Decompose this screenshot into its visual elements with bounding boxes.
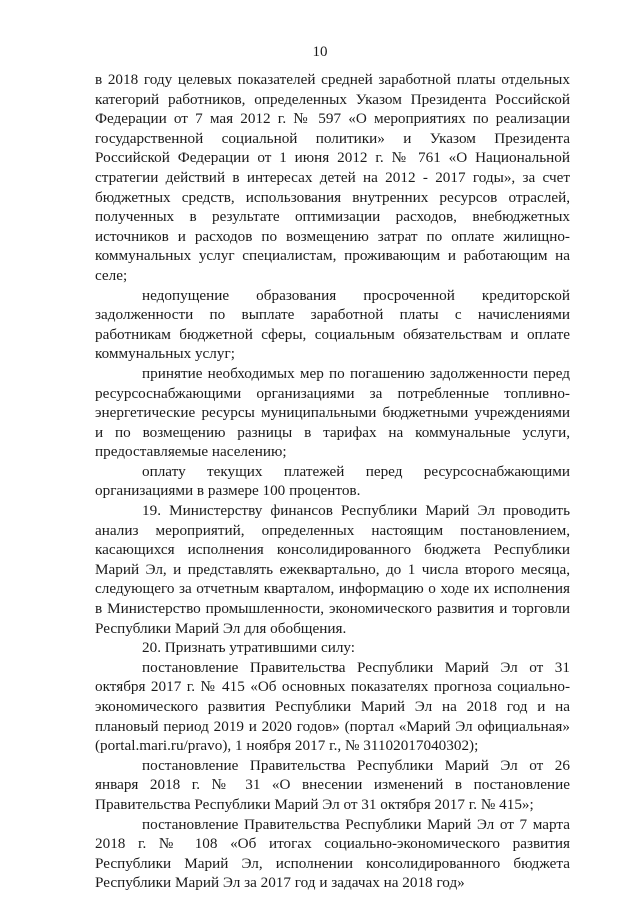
paragraph-repealed-108: постановление Правительства Республики Марий Эл от 7 марта 2018 г. № 108 «Об итогах социально-экономического развития Республики Марий Эл, исполнении консолидированного бюджета Республики Марий Эл за 2017 год и задачах на 2018 год» xyxy=(95,815,570,892)
paragraph-repealed-31: постановление Правительства Республики Марий Эл от 26 января 2018 г. № 31 «О внесении изменений в постановление Правительства Республики Марий Эл от 31 октября 2017 г. № 415»; xyxy=(95,756,570,813)
page-number: 10 xyxy=(312,44,328,60)
paragraph-no-overdue-debt: недопущение образования просроченной кредиторской задолженности по выплате заработной платы с начислениями работникам бюджетной сферы, социальным обязательствам и оплате коммунальных услуг; xyxy=(95,286,570,363)
document-body xyxy=(95,70,570,893)
paragraph-item-19: 19. Министерству финансов Республики Марий Эл проводить анализ мероприятий, определенных настоящим постановлением, касающихся исполнения консолидированного бюджета Республики Марий Эл, и представлять ежеквартально, до 1 числа второго месяца, следующего за отчетным кварталом, информацию о ходе их исполнения в Министерство промышленности, экономического развития и торговли Республики Марий Эл для обобщения. xyxy=(95,502,570,637)
paragraph-repealed-415: постановление Правительства Республики Марий Эл от 31 октября 2017 г. № 415 «Об основных показателях прогноза социально-экономического развития Республики Марий Эл на 2018 год и на плановый период 2019 и 2020 годов» (портал «Марий Эл официальная» (portal.mari.ru/pravo), 1 ноября 2017 г., № 31102017040302); xyxy=(95,658,570,755)
paragraph-current-payments: оплату текущих платежей перед ресурсоснабжающими организациями в размере 100 процентов. xyxy=(95,462,570,500)
paragraph-salary-targets-continued: в 2018 году целевых показателей средней заработной платы отдельных категорий работников, определенных Указом Президента Российской Федерации от 7 мая 2012 г. № 597 «О мероприятиях по реализации государственной социальной политики» и Указом Президента Российской Федерации от 1 июня 2012 г. № 761 «О Национальной стратегии действий в интересах детей на 2012 - 2017 годы», за счет бюджетных средств, использования внутренних ресурсов отраслей, полученных в результате оптимизации расходов, внебюджетных источников и расходов по возмещению затрат по оплате жилищно-коммунальных услуг специалистам, проживающим и работающим на селе; xyxy=(95,71,570,284)
paragraph-repay-resource-debt: принятие необходимых мер по погашению задолженности перед ресурсоснабжающими организациями за потребленные топливно-энергетические ресурсы муниципальными бюджетными учреждениями и по возмещению разницы в тарифах на коммунальные услуги, предоставляемые населению; xyxy=(95,364,570,461)
paragraph-item-20: 20. Признать утратившими силу: xyxy=(142,639,356,657)
